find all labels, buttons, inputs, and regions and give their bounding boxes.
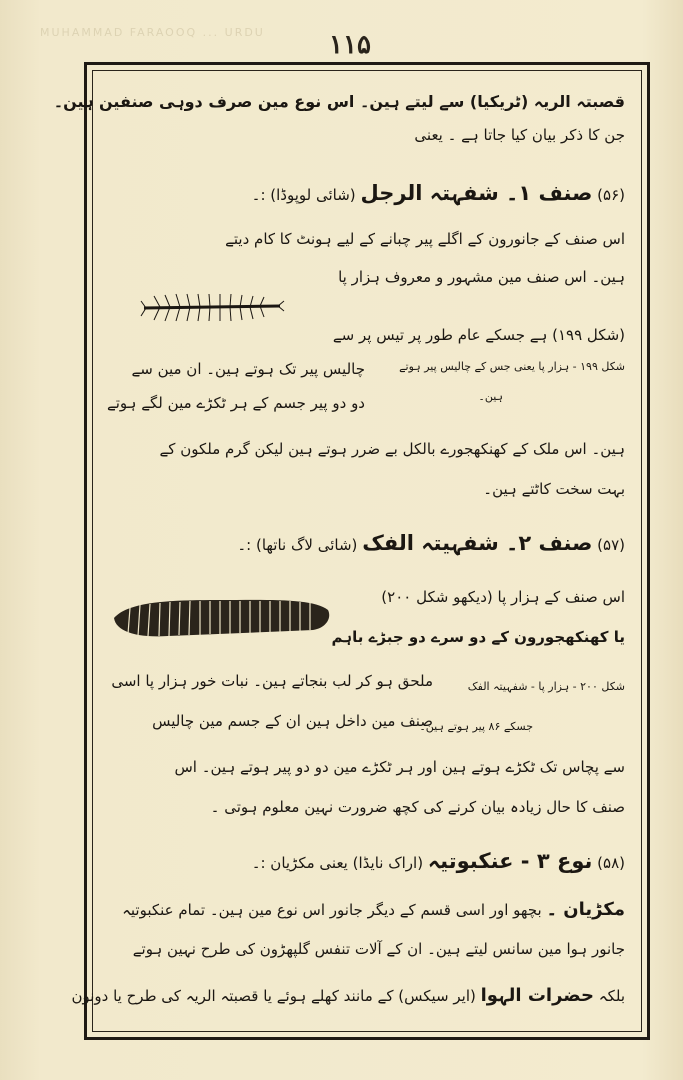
text-line-21 — [71, 984, 625, 1007]
figure-200-caption-cont: جسکے ۸۶ پیر ہوتے ہین۔ — [419, 720, 533, 733]
section-gloss: (شائی لاگ ناتھا) :۔ — [237, 536, 358, 554]
text-line-14: ملحق ہو کر لب بنجاتے ہین۔ نبات خور ہزار پا اسی — [111, 672, 433, 690]
watermark-text: MUHAMMAD FARAOOQ ... URDU — [40, 26, 265, 39]
centipede-illustration-icon — [140, 290, 285, 326]
section-number: (۵۶) — [597, 186, 625, 204]
text-line-2: جن کا ذکر بیان کیا جاتا ہے ۔ یعنی — [414, 126, 625, 144]
figure-200-caption: شکل ۲۰۰ - ہزار پا - شفہیتہ الفک — [467, 680, 625, 693]
text-line-16: سے پچاس تک ٹکڑے ہوتے ہین اور ہر ٹکڑے مین دو دو پیر ہوتے ہین۔ اس — [174, 758, 625, 776]
section-gloss: (شائی لوپوڈا) :۔ — [251, 186, 356, 204]
section-title: صنف ۱۔ شفہتہ الرجل — [360, 181, 593, 205]
figure-199-caption: شکل ۱۹۹ - ہزار پا یعنی جس کے چالیس پیر ہوتے — [399, 360, 625, 373]
text-line-12: اس صنف کے ہزار پا (دیکھو شکل ۲۰۰) — [381, 588, 625, 606]
text-line-5: ہین۔ اس صنف مین مشہور و معروف ہزار پا — [338, 268, 625, 286]
page-number: ۱۱۵ — [329, 30, 371, 60]
text-line-21-rest: (ایر سیکس) کے مانند کھلے ہوئے یا قصبتہ الریہ کی طرح یا دونون — [71, 987, 476, 1005]
text-line-13: یا کھنکھجورون کے دو سرے دو جبڑے باہم — [331, 628, 625, 646]
section-title: نوع ۳ - عنکبوتیہ — [427, 849, 593, 873]
text-line-20: جانور ہوا مین سانس لیتے ہین۔ ان کے آلات تنفس گلپھڑون کی طرح نہین ہوتے — [132, 940, 625, 958]
section-57-heading — [237, 530, 625, 557]
text-line-10: بہت سخت کاٹتے ہین۔ — [483, 480, 625, 498]
text-line-9: ہین۔ اس ملک کے کھنکھجورے بالکل بے ضرر ہوتے ہین لیکن گرم ملکون کے — [159, 440, 625, 458]
millipede-illustration-icon — [108, 592, 333, 642]
term-spiders: مکڑیان ۔ — [546, 899, 625, 920]
text-line-4: اس صنف کے جانورون کے اگلے پیر چبانے کے لیے ہونٹ کا کام دیتے — [225, 230, 625, 248]
figure-199-caption-cont: ہین۔ — [478, 390, 503, 403]
section-number: (۵۸) — [597, 854, 625, 872]
section-number: (۵۷) — [597, 536, 625, 554]
text-line-19-rest: بچھو اور اسی قسم کے دیگر جانور اس نوع مین ہین۔ تمام عنکبوتیہ — [122, 901, 542, 919]
text-line-7: چالیس پیر تک ہوتے ہین۔ ان مین سے — [131, 360, 365, 378]
text-line-15: صنف مین داخل ہین ان کے جسم مین چالیس — [152, 712, 433, 730]
text-line-21-start: بلکہ — [598, 987, 625, 1005]
text-line-6: (شکل ۱۹۹) ہے جسکے عام طور پر تیس پر سے — [332, 326, 625, 344]
text-line-17: صنف کا حال زیادہ بیان کرنے کی کچھ ضرورت نہین معلوم ہوتی ۔ — [210, 798, 625, 816]
section-56-heading — [252, 180, 625, 207]
text-line-19 — [122, 898, 625, 921]
section-title: صنف ۲۔ شفہیتہ الفک — [362, 531, 593, 555]
section-58-heading — [252, 848, 625, 875]
text-line-1: قصبتہ الریہ (ٹریکیا) سے لیتے ہین۔ اس نوع مین صرف دوہی صنفین ہین۔ — [53, 92, 625, 111]
section-gloss: (اراک نایڈا) یعنی مکڑیان :۔ — [251, 854, 424, 872]
text-line-8: دو دو پیر جسم کے ہر ٹکڑے مین لگے ہوتے — [106, 394, 365, 412]
term-air-sacs: حضرات الہوا — [480, 985, 594, 1006]
